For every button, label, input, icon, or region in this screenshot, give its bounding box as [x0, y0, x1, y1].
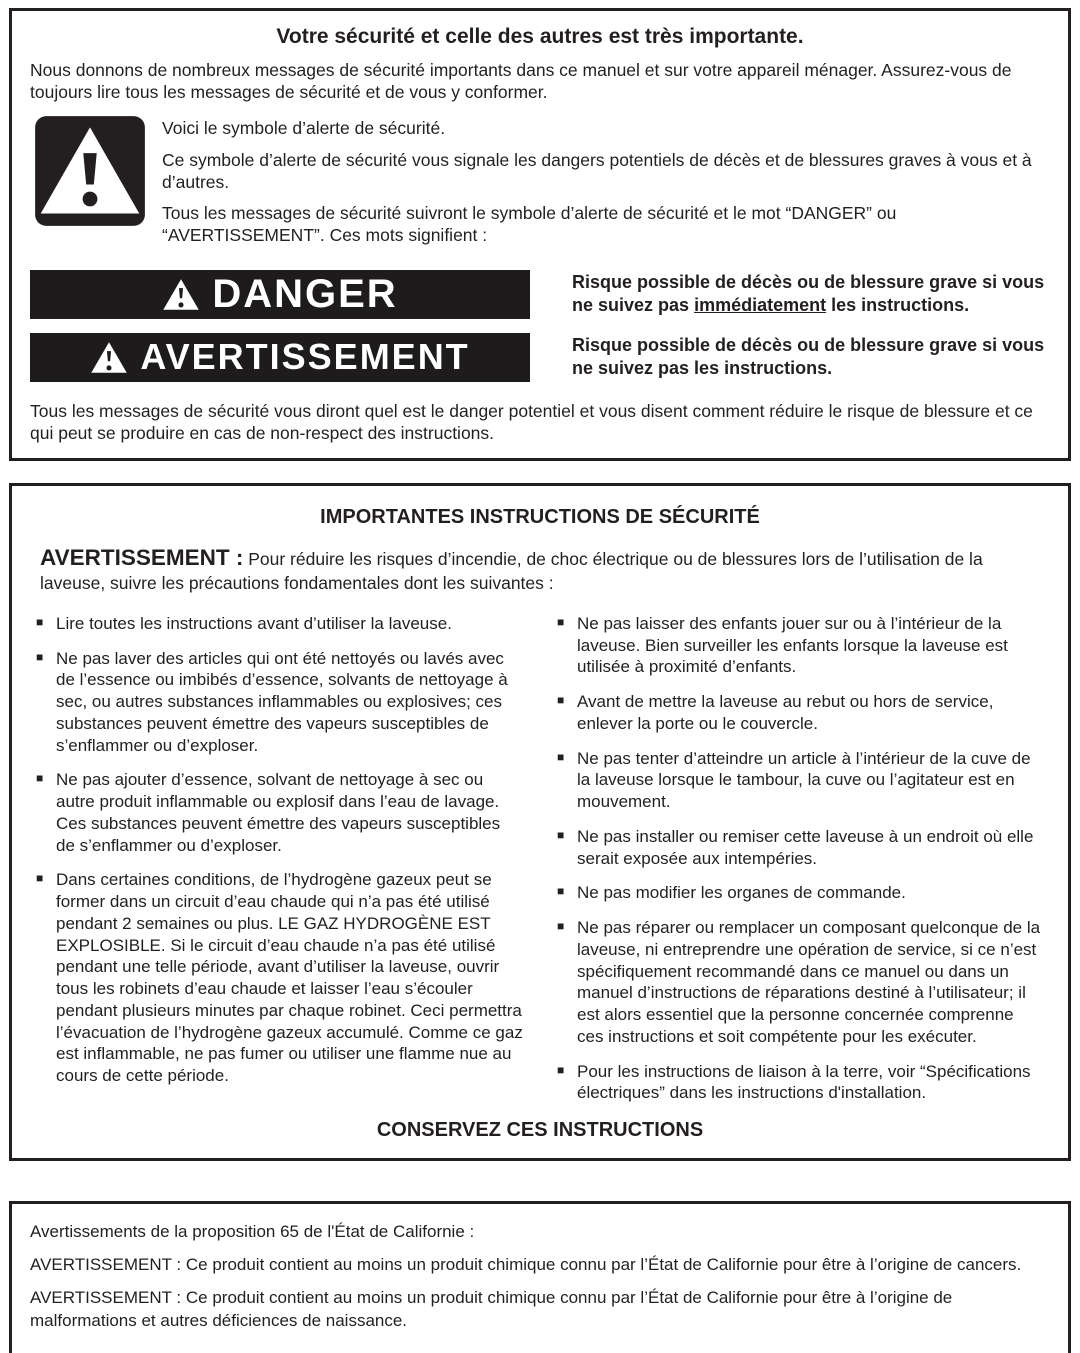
instruction-item: ■ Ne pas laver des articles qui ont été nettoyés ou lavés avec de l’essence ou imbibés d’essence, solvants de nettoyage à sec, ou autres substances inflammables ou explosives; ces substances peuvent émettre des vapeurs susceptibles de s’enflammer ou d’exploser. [36, 648, 523, 757]
danger-desc-underlined: immédiatement [694, 295, 827, 316]
instructions-left-column [36, 613, 523, 1117]
instruction-item: ■ Dans certaines conditions, de l’hydrogène gazeux peut se former dans un circuit d’eau chaude qui n’a pas été utilisé pendant 2 semaines ou plus. LE GAZ HYDROGÈNE EST EXPLOSIBLE. Si le circuit d’eau chaude n’a pas été utilisé pendant une telle période, avant d’utiliser la laveuse, ouvrir tous les robinets d’eau chaude et laisser l’eau s’écouler pendant plusieurs minutes par chaque robinet. Ceci permettra l’évacuation de l’hydrogène gazeux accumulé. Comme ce gaz est inflammable, ne pas fumer ou utiliser une flamme nue au cours de cette période. [36, 869, 523, 1087]
symbol-caption-3: Tous les messages de sécurité suivront le symbole d’alerte de sécurité et le mot “DANGER” ou “AVERTISSEMENT”. Ces mots signifient : [162, 203, 897, 246]
warning-label: AVERTISSEMENT [140, 336, 470, 378]
warning-banner [30, 333, 530, 382]
instructions-columns [36, 613, 1044, 1117]
instruction-item: ■ Ne pas ajouter d’essence, solvant de nettoyage à sec ou autre produit inflammable ou explosif dans l’eau de lavage. Ces substances peuvent émettre des vapeurs susceptibles de s’enflammer ou d’exploser. [36, 769, 523, 856]
danger-banner [30, 270, 530, 319]
danger-label: DANGER [212, 271, 398, 316]
danger-desc-part2: les instructions. [826, 295, 970, 316]
warning-triangle-icon [90, 341, 128, 374]
instructions-title: IMPORTANTES INSTRUCTIONS DE SÉCURITÉ [320, 505, 760, 528]
warning-row [30, 333, 1050, 382]
instruction-item: ■ Avant de mettre la laveuse au rebut ou hors de service, enlever la porte ou le couvercle. [557, 691, 1044, 735]
safety-section-title: Votre sécurité et celle des autres est très importante. [276, 25, 804, 48]
instruction-item: ■ Ne pas modifier les organes de commande. [557, 882, 1044, 904]
instructions-right-column [557, 613, 1044, 1117]
warning-triangle-icon [162, 278, 200, 311]
instruction-item: ■ Ne pas tenter d’atteindre un article à l’intérieur de la cuve de la laveuse lorsque le tambour, la cuve ou l’agitateur est en mouvement. [557, 748, 1044, 813]
warning-inline-label: AVERTISSEMENT : [40, 544, 244, 570]
safety-intro-paragraph: Nous donnons de nombreux messages de sécurité importants dans ce manuel et sur votre appareil ménager. Assurez-vous de toujours lire tous les messages de sécurité et de vous y conformer. [30, 60, 1012, 103]
safety-alert-icon [34, 115, 146, 255]
instruction-item: ■ Ne pas installer ou remiser cette laveuse à un endroit où elle serait exposée aux intempéries. [557, 826, 1044, 870]
instruction-item: ■ Ne pas laisser des enfants jouer sur ou à l’intérieur de la laveuse. Bien surveiller les enfants lorsque la laveuse est utilisée à proximité d’enfants. [557, 613, 1044, 678]
warning-inline-text: Pour réduire les risques d’incendie, de choc électrique ou de blessures lors de l’utilisation de la laveuse, suivre les précautions fondamentales dont les suivantes : [40, 548, 983, 594]
danger-description [530, 271, 1050, 318]
save-instructions-line: CONSERVEZ CES INSTRUCTIONS [376, 1119, 704, 1142]
signal-words-footer: Tous les messages de sécurité vous diront quel est le danger potentiel et vous disent comment réduire le risque de blessure et ce qui peut se produire en cas de non-respect des instructions. [30, 400, 1033, 443]
alert-symbol-row [34, 115, 1050, 255]
instruction-item: ■ Lire toutes les instructions avant d’utiliser la laveuse. [36, 613, 523, 635]
symbol-caption-2: Ce symbole d’alerte de sécurité vous signale les dangers potentiels de décès et de blessures graves à vous et à d’autres. [162, 149, 1032, 192]
safety-importance-section [9, 8, 1071, 461]
danger-row [30, 270, 1050, 319]
important-instructions-section [9, 483, 1071, 1161]
prop65-birth-defects-warning: AVERTISSEMENT : Ce produit contient au moins un produit chimique connu par l’État de Californie pour être à l’origine de malformations et autres déficiences de naissance. [30, 1288, 953, 1330]
prop65-section [9, 1201, 1071, 1353]
instructions-warning-intro [40, 543, 1040, 595]
danger-desc-part1: Risque possible de décès ou de blessure grave si vous ne suivez pas [572, 271, 1045, 316]
prop65-heading: Avertissements de la proposition 65 de l'État de Californie : [30, 1222, 475, 1242]
alert-symbol-captions [162, 115, 1050, 255]
instruction-item: ■ Pour les instructions de liaison à la terre, voir “Spécifications électriques” dans les instructions d'installation. [557, 1061, 1044, 1105]
instruction-item: ■ Ne pas réparer ou remplacer un composant quelconque de la laveuse, ni entreprendre une opération de service, si ce n’est spécifiquement recommandé dans ce manuel ou dans un manuel d’instructions de réparations destiné à l’utilisateur; il est alors essentiel que la personne concernée comprenne ces instructions et soit compétente pour les exécuter. [557, 917, 1044, 1048]
prop65-cancer-warning: AVERTISSEMENT : Ce produit contient au moins un produit chimique connu par l’État de Californie pour être à l’origine de cancers. [30, 1255, 1022, 1275]
symbol-caption-1: Voici le symbole d’alerte de sécurité. [162, 118, 446, 139]
warning-description: Risque possible de décès ou de blessure grave si vous ne suivez pas les instructions. [572, 334, 1045, 379]
